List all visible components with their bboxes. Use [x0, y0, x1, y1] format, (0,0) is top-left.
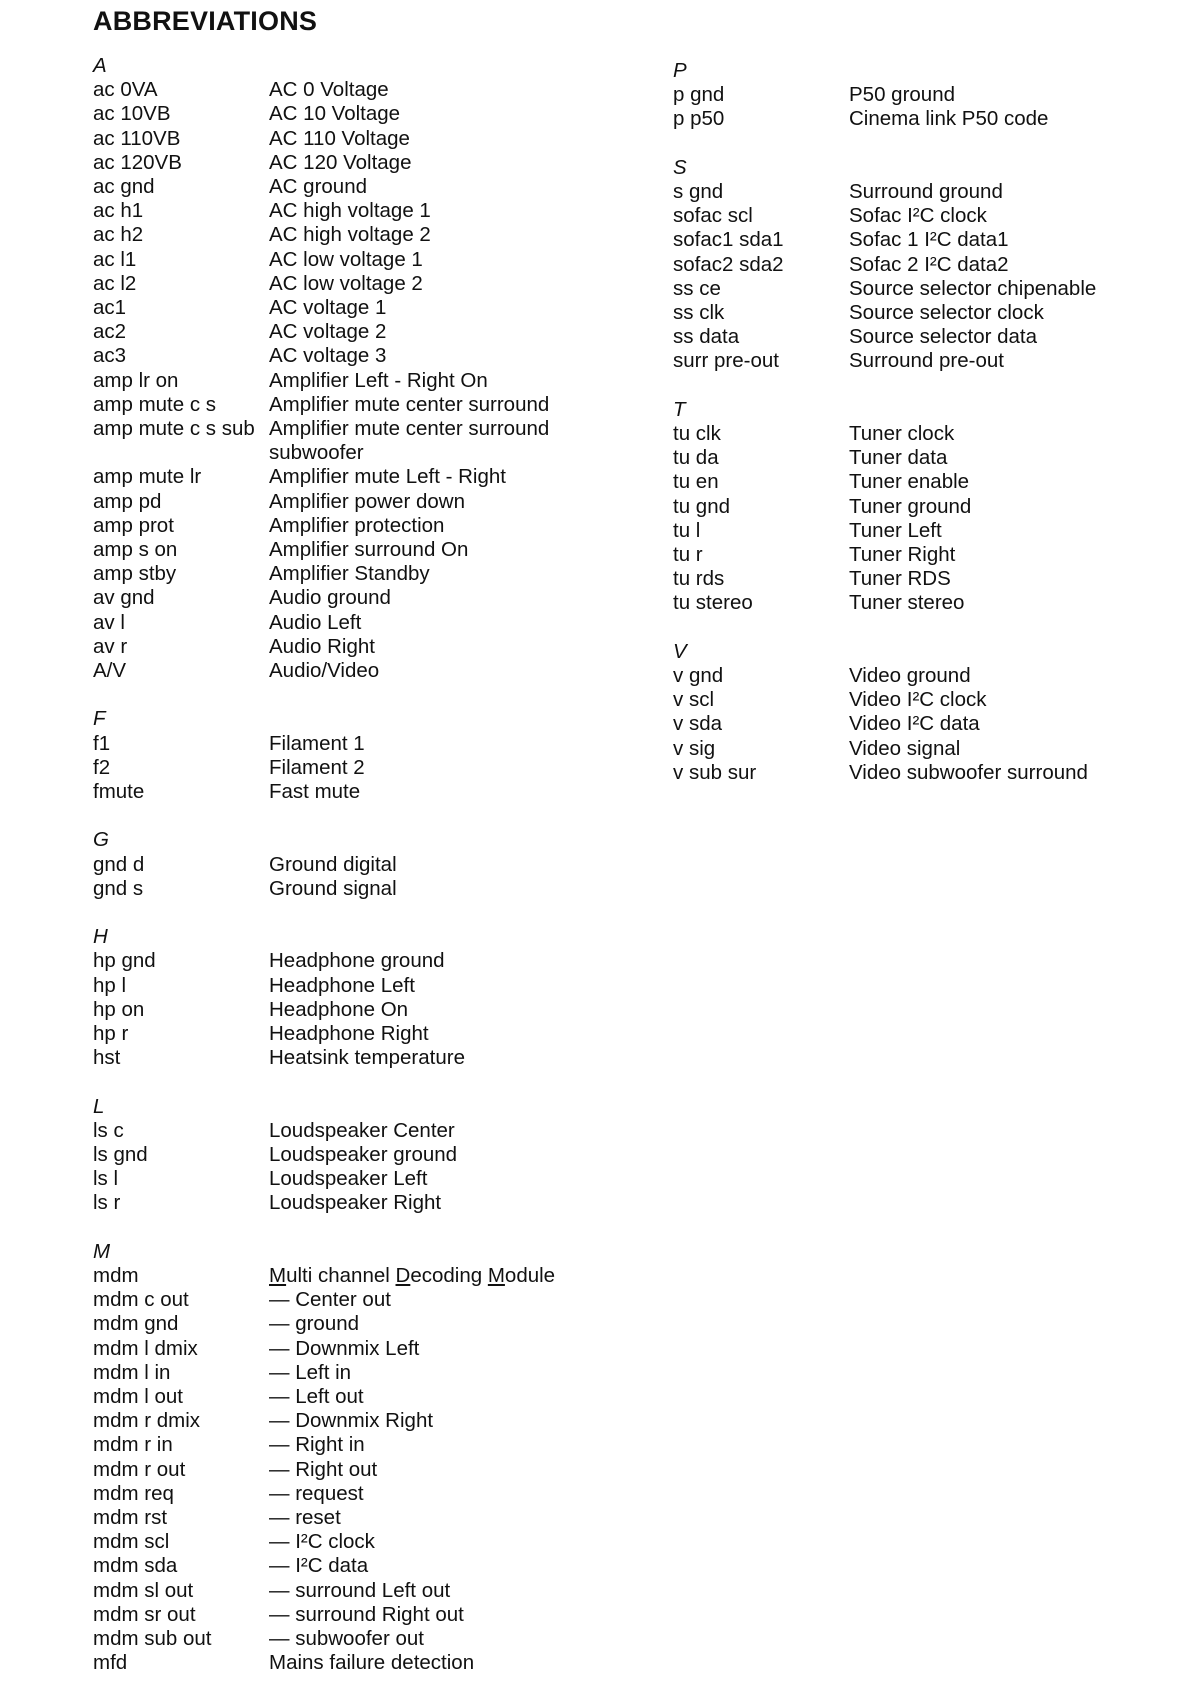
abbreviation-row [93, 1627, 633, 1651]
section-letter: T [673, 397, 686, 421]
abbreviation-row [673, 277, 1173, 301]
abbreviation-row [673, 83, 1173, 107]
abbreviation-term: ss ce [673, 276, 721, 300]
abbreviation-term: amp s on [93, 538, 178, 562]
abbreviation-definition: — ground [269, 1312, 360, 1336]
abbreviation-section-p [673, 59, 1173, 132]
abbreviation-row [93, 272, 633, 296]
abbreviation-row [93, 1119, 633, 1143]
abbreviation-definition: Source selector clock [849, 300, 1044, 324]
abbreviation-definition: Video I²C clock [849, 688, 987, 712]
abbreviation-definition: Amplifier protection [269, 513, 445, 537]
abbreviation-term: ss data [673, 325, 740, 349]
abbreviation-definition: Video ground [849, 663, 971, 687]
abbreviation-definition: Headphone Left [269, 973, 415, 997]
abbreviation-row [93, 490, 633, 514]
abbreviation-term: p p50 [673, 107, 725, 131]
abbreviation-section-t [673, 398, 1173, 616]
abbreviation-definition: Tuner enable [849, 470, 970, 494]
abbreviation-definition: Cinema link P50 code [849, 107, 1049, 131]
abbreviation-definition: Loudspeaker Center [269, 1118, 455, 1142]
abbreviation-row [673, 567, 1173, 591]
abbreviation-definition: Amplifier mute center surround [269, 392, 550, 416]
abbreviation-term: ac1 [93, 296, 127, 320]
abbreviation-definition: Headphone On [269, 997, 409, 1021]
abbreviation-term: mfd [93, 1651, 128, 1675]
abbreviation-row [93, 1361, 633, 1385]
abbreviation-term: amp mute lr [93, 465, 202, 489]
abbreviation-term: ls c [93, 1118, 124, 1142]
abbreviation-definition: — reset [269, 1506, 341, 1530]
abbreviation-definition: Audio Left [269, 610, 362, 634]
abbreviation-row [93, 320, 633, 344]
abbreviation-term: hst [93, 1046, 121, 1070]
abbreviation-definition: — request [269, 1481, 364, 1505]
abbreviation-definition: AC 110 Voltage [269, 126, 410, 150]
abbreviation-term: p gnd [673, 83, 725, 107]
abbreviation-section-f [93, 707, 633, 804]
abbreviation-term: mdm r out [93, 1457, 186, 1481]
abbreviation-definition: Source selector chipenable [849, 276, 1097, 300]
abbreviation-definition: Amplifier power down [269, 489, 465, 513]
abbreviation-term: amp mute c s [93, 392, 217, 416]
abbreviation-row [93, 1506, 633, 1530]
abbreviation-row [93, 1046, 633, 1070]
abbreviation-row [93, 1482, 633, 1506]
abbreviation-row [93, 465, 633, 489]
abbreviation-term: amp pd [93, 489, 162, 513]
abbreviation-definition: AC voltage 1 [269, 296, 387, 320]
abbreviation-term: mdm [93, 1263, 139, 1287]
abbreviation-row [93, 1264, 633, 1288]
abbreviation-term: s gnd [673, 179, 724, 203]
abbreviation-definition: Audio Right [269, 634, 375, 658]
abbreviation-term: hp r [93, 1022, 129, 1046]
abbreviation-row [93, 175, 633, 199]
abbreviation-definition: Amplifier surround On [269, 538, 469, 562]
abbreviation-definition: — I²C data [269, 1554, 369, 1578]
abbreviation-definition: Amplifier mute center surround subwoofer [269, 417, 550, 465]
abbreviation-row [93, 1554, 633, 1578]
abbreviation-row [93, 1603, 633, 1627]
abbreviation-definition: Tuner ground [849, 494, 972, 518]
abbreviation-term: av gnd [93, 586, 155, 610]
abbreviation-definition: AC high voltage 2 [269, 223, 431, 247]
abbreviation-definition: P50 ground [849, 83, 956, 107]
abbreviation-definition: Tuner Left [849, 518, 942, 542]
abbreviation-term: mdm l in [93, 1360, 171, 1384]
section-letter: S [673, 155, 687, 179]
abbreviation-definition: Loudspeaker Right [269, 1191, 442, 1215]
abbreviation-row [93, 1143, 633, 1167]
abbreviation-definition: Tuner clock [849, 421, 955, 445]
abbreviation-definition: Headphone Right [269, 1022, 429, 1046]
abbreviation-row [93, 1579, 633, 1603]
abbreviation-definition: Video signal [849, 736, 961, 760]
abbreviation-term: tu rds [673, 567, 725, 591]
abbreviation-definition: Tuner Right [849, 542, 956, 566]
abbreviation-row [93, 393, 633, 417]
abbreviation-row [93, 659, 633, 683]
abbreviation-term: ls r [93, 1191, 121, 1215]
abbreviation-row [673, 543, 1173, 567]
abbreviation-definition: Ground digital [269, 852, 397, 876]
abbreviation-row [673, 349, 1173, 373]
abbreviation-definition: Tuner RDS [849, 567, 951, 591]
abbreviation-definition: Loudspeaker ground [269, 1143, 458, 1166]
abbreviation-row [673, 325, 1173, 349]
abbreviation-definition: — Left in [269, 1360, 352, 1384]
abbreviation-row [93, 635, 633, 659]
abbreviation-term: ac 110VB [93, 126, 181, 150]
abbreviation-term: ac l1 [93, 247, 137, 271]
abbreviation-row [93, 78, 633, 102]
abbreviation-term: fmute [93, 780, 145, 804]
abbreviation-section-s [673, 156, 1173, 374]
abbreviation-term: mdm r dmix [93, 1409, 201, 1433]
abbreviation-definition: AC 10 Voltage [269, 102, 401, 126]
abbreviation-definition: Ground signal [269, 876, 397, 900]
abbreviation-row [673, 688, 1173, 712]
abbreviation-definition: Mains failure detection [269, 1651, 475, 1675]
abbreviation-row [93, 1312, 633, 1336]
page-title: ABBREVIATIONS [93, 6, 318, 36]
abbreviation-row [93, 877, 633, 901]
abbreviation-section-h [93, 925, 633, 1070]
abbreviation-definition: AC voltage 2 [269, 320, 387, 344]
abbreviation-row [93, 248, 633, 272]
abbreviation-term: ac 10VB [93, 102, 171, 126]
section-letter: F [93, 707, 106, 731]
abbreviation-term: ac gnd [93, 175, 155, 198]
abbreviation-term: tu en [673, 470, 719, 494]
abbreviation-definition: Multi channel Decoding Module [269, 1263, 556, 1287]
abbreviation-section-g [93, 828, 633, 901]
abbreviation-definition: Headphone ground [269, 949, 445, 973]
abbreviation-definition: — Right in [269, 1433, 365, 1457]
abbreviation-row [93, 223, 633, 247]
abbreviation-term: ls gnd [93, 1143, 148, 1166]
abbreviation-row [673, 422, 1173, 446]
abbreviation-term: v gnd [673, 663, 724, 687]
abbreviation-definition: AC high voltage 1 [269, 199, 431, 223]
abbreviation-definition: Sofac I²C clock [849, 204, 987, 228]
left-column [93, 54, 633, 1700]
abbreviation-term: f1 [93, 731, 111, 755]
abbreviation-term: mdm req [93, 1481, 174, 1505]
abbreviation-section-v [673, 640, 1173, 785]
abbreviation-definition: — Downmix Left [269, 1336, 420, 1360]
abbreviation-definition: Audio ground [269, 586, 391, 610]
abbreviation-term: tu l [673, 518, 701, 542]
abbreviation-definition: AC ground [269, 175, 368, 198]
abbreviation-row [93, 344, 633, 368]
abbreviation-definition: Filament 2 [269, 755, 365, 779]
abbreviation-definition: Amplifier Standby [269, 562, 430, 586]
abbreviation-term: amp stby [93, 562, 177, 586]
abbreviation-row [93, 1651, 633, 1675]
abbreviation-definition: AC voltage 3 [269, 344, 387, 368]
abbreviation-term: v sig [673, 736, 716, 760]
abbreviation-row [93, 1337, 633, 1361]
abbreviation-row [93, 780, 633, 804]
abbreviation-row [93, 756, 633, 780]
abbreviation-row [673, 204, 1173, 228]
abbreviation-term: hp on [93, 997, 145, 1021]
abbreviation-definition: Amplifier Left - Right On [269, 368, 488, 392]
abbreviation-term: ac3 [93, 344, 127, 368]
abbreviation-definition: Amplifier mute Left - Right [269, 465, 506, 489]
abbreviation-row [673, 301, 1173, 325]
abbreviation-term: mdm sda [93, 1554, 178, 1578]
abbreviation-term: mdm l out [93, 1385, 183, 1408]
abbreviation-row [93, 1458, 633, 1482]
abbreviation-term: sofac2 sda2 [673, 252, 784, 276]
abbreviation-row [673, 470, 1173, 494]
abbreviation-definition: — Left out [269, 1385, 364, 1408]
abbreviation-term: v sda [673, 712, 722, 736]
abbreviation-row [93, 296, 633, 320]
abbreviation-term: amp prot [93, 513, 174, 537]
abbreviation-definition: Fast mute [269, 780, 361, 804]
abbreviation-definition: AC low voltage 1 [269, 247, 423, 271]
abbreviation-row [93, 998, 633, 1022]
abbreviation-term: ac2 [93, 320, 127, 344]
abbreviation-definition: Tuner stereo [849, 591, 965, 615]
abbreviation-term: av r [93, 634, 128, 658]
abbreviation-term: tu gnd [673, 494, 730, 518]
abbreviation-term: mdm sub out [93, 1627, 212, 1651]
abbreviation-definition: Loudspeaker Left [269, 1167, 428, 1191]
abbreviation-definition: — subwoofer out [269, 1627, 424, 1651]
abbreviation-term: amp mute c s sub [93, 417, 255, 441]
abbreviation-row [673, 495, 1173, 519]
abbreviation-row [93, 1530, 633, 1554]
right-column [673, 54, 1173, 809]
abbreviation-row [93, 538, 633, 562]
abbreviation-row [673, 519, 1173, 543]
abbreviation-definition: — Right out [269, 1457, 378, 1481]
abbreviation-row [93, 562, 633, 586]
abbreviation-term: v sub sur [673, 760, 757, 784]
abbreviation-term: gnd d [93, 852, 145, 876]
abbreviation-row [673, 712, 1173, 736]
abbreviation-row [93, 151, 633, 175]
abbreviation-term: tu r [673, 542, 703, 566]
abbreviation-term: ac h2 [93, 223, 144, 247]
abbreviation-section-a [93, 54, 633, 683]
abbreviation-row [673, 664, 1173, 688]
abbreviation-term: f2 [93, 755, 111, 779]
abbreviation-term: amp lr on [93, 368, 179, 392]
abbreviation-row [673, 761, 1173, 785]
abbreviation-term: gnd s [93, 876, 144, 900]
abbreviation-term: tu da [673, 446, 719, 470]
abbreviation-term: mdm c out [93, 1288, 189, 1312]
abbreviation-row [673, 107, 1173, 131]
abbreviation-row [93, 1191, 633, 1215]
abbreviation-row [93, 974, 633, 998]
abbreviation-row [93, 102, 633, 126]
abbreviation-definition: Video I²C data [849, 712, 980, 736]
abbreviation-term: hp gnd [93, 949, 156, 973]
abbreviation-row [93, 369, 633, 393]
abbreviation-definition: AC 0 Voltage [269, 78, 389, 102]
abbreviation-term: mdm scl [93, 1530, 170, 1554]
abbreviation-term: hp l [93, 973, 127, 997]
abbreviation-definition: — surround Right out [269, 1602, 464, 1626]
abbreviation-term: ac l2 [93, 271, 137, 295]
abbreviation-definition: — Downmix Right [269, 1409, 434, 1433]
abbreviation-definition: Heatsink temperature [269, 1046, 465, 1070]
abbreviation-definition: Sofac 1 I²C data1 [849, 228, 1009, 252]
abbreviation-definition: Surround pre-out [849, 349, 1004, 373]
abbreviation-term: av l [93, 610, 125, 634]
abbreviation-term: tu stereo [673, 591, 753, 615]
abbreviation-term: ac 120VB [93, 150, 182, 174]
abbreviation-term: mdm gnd [93, 1312, 179, 1336]
abbreviation-definition: AC 120 Voltage [269, 150, 412, 174]
abbreviation-row [93, 949, 633, 973]
abbreviation-row [93, 1385, 633, 1409]
abbreviation-term: surr pre-out [673, 349, 779, 373]
abbreviation-row [93, 1167, 633, 1191]
abbreviation-row [93, 514, 633, 538]
abbreviation-term: A/V [93, 659, 127, 683]
abbreviation-definition: — Center out [269, 1288, 391, 1312]
abbreviation-section-l [93, 1095, 633, 1216]
abbreviation-row [673, 180, 1173, 204]
abbreviation-definition: Audio/Video [269, 659, 380, 683]
section-letter: M [93, 1239, 111, 1263]
abbreviation-row [93, 853, 633, 877]
abbreviation-term: sofac scl [673, 204, 753, 228]
abbreviation-section-m [93, 1240, 633, 1676]
section-letter: G [93, 828, 109, 852]
abbreviation-row [93, 611, 633, 635]
abbreviation-term: v scl [673, 688, 714, 712]
abbreviation-definition: Tuner data [849, 446, 948, 470]
abbreviation-definition: — surround Left out [269, 1578, 451, 1602]
abbreviation-row [673, 737, 1173, 761]
abbreviation-term: mdm rst [93, 1506, 168, 1530]
abbreviation-term: mdm sl out [93, 1578, 194, 1602]
abbreviation-definition: Sofac 2 I²C data2 [849, 252, 1009, 276]
abbreviation-row [673, 253, 1173, 277]
section-letter: L [93, 1094, 105, 1118]
abbreviation-term: mdm l dmix [93, 1336, 198, 1360]
abbreviation-definition: Surround ground [849, 179, 1003, 203]
abbreviation-row [93, 586, 633, 610]
section-letter: H [93, 925, 108, 949]
abbreviation-row [93, 1288, 633, 1312]
abbreviation-term: ac 0VA [93, 78, 158, 102]
abbreviation-term: tu clk [673, 421, 721, 445]
abbreviation-row [673, 591, 1173, 615]
abbreviation-term: mdm sr out [93, 1602, 196, 1626]
section-letter: A [93, 54, 107, 77]
abbreviation-row [673, 228, 1173, 252]
abbreviation-row [673, 446, 1173, 470]
abbreviation-row [93, 1433, 633, 1457]
abbreviation-term: ss clk [673, 300, 725, 324]
abbreviation-row [93, 1409, 633, 1433]
abbreviation-term: ls l [93, 1167, 119, 1191]
abbreviation-definition: Video subwoofer surround [849, 760, 1088, 784]
abbreviation-definition: Source selector data [849, 325, 1038, 349]
abbreviation-term: ac h1 [93, 199, 144, 223]
abbreviation-definition: Filament 1 [269, 731, 365, 755]
section-letter: V [673, 639, 687, 663]
abbreviation-term: sofac1 sda1 [673, 228, 784, 252]
abbreviation-row [93, 1022, 633, 1046]
abbreviation-row [93, 199, 633, 223]
abbreviation-term: mdm r in [93, 1433, 173, 1457]
abbreviation-definition: AC low voltage 2 [269, 271, 423, 295]
abbreviation-definition: — I²C clock [269, 1530, 375, 1554]
abbreviation-row [93, 732, 633, 756]
abbreviation-row [93, 127, 633, 151]
section-letter: P [673, 59, 687, 82]
abbreviation-row [93, 417, 633, 465]
